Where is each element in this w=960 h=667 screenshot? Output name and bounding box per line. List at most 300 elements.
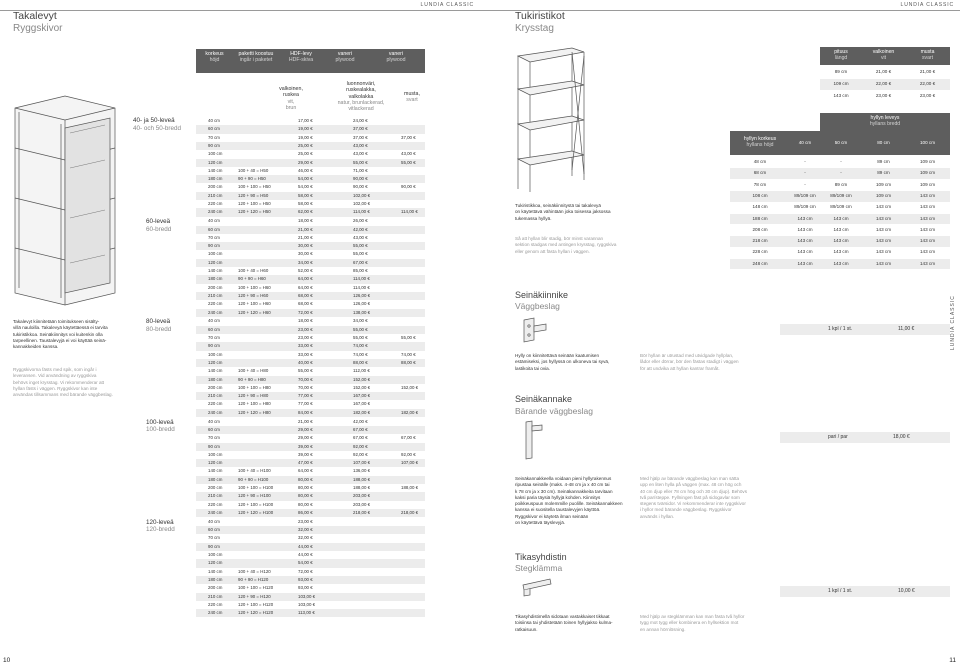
black-price-cell: 114,00 € — [401, 209, 418, 215]
hdf-price-cell: 29,00 € — [298, 435, 313, 441]
desc-line: Ryggskivorna fästs med spik, som ingår i — [13, 367, 97, 372]
plywood-price-cell: 74,00 € — [353, 351, 368, 357]
hdf-price-cell: 32,00 € — [298, 535, 313, 541]
hdf-price-cell: 21,00 € — [298, 234, 313, 240]
table-row — [196, 601, 425, 609]
wall-fastener-price-row — [780, 324, 950, 335]
height-cell: 40 cm — [208, 518, 220, 524]
brace-length-cell: 89/109 cm — [794, 204, 816, 210]
height-cell: 120 cm — [208, 560, 223, 566]
package-cell: 100 + 100 = H60 — [238, 284, 271, 290]
hdf-price-cell: 72,00 € — [298, 568, 313, 574]
height-cell: 60 cm — [208, 126, 220, 132]
hdf-price-cell: 62,00 € — [298, 209, 313, 215]
plywood-price-cell: 90,00 € — [353, 176, 368, 182]
black-price-cell: 55,00 € — [401, 335, 416, 340]
height-cell: 240 cm — [208, 309, 223, 315]
backboard-description-sv — [13, 367, 138, 398]
hdr-line: vit — [880, 55, 887, 61]
height-cell: 218 cm — [752, 238, 768, 244]
desc-line: stegens tvärsidor. Vi rekommenderar inte ryggskivor — [640, 501, 746, 507]
finish-line: vit, — [287, 98, 295, 105]
unit-label: 1 kpl / 1 st. — [828, 326, 853, 332]
height-cell: 180 cm — [208, 476, 223, 482]
plywood-price-cell: 34,00 € — [353, 318, 368, 324]
table-row — [196, 518, 425, 526]
black-price-cell: 188,00 € — [401, 485, 419, 490]
package-cell: 120 + 120 = H100 — [238, 509, 274, 515]
table-row — [730, 247, 950, 258]
desc-line: Ryggskivor ei käytetä ilman seinään — [515, 513, 589, 519]
table-row — [196, 551, 425, 559]
height-cell: 90 cm — [208, 543, 220, 549]
height-cell: 240 cm — [208, 409, 223, 415]
hdr-line: hyllans höjd — [746, 142, 774, 148]
hdr-line: ingår i paketet — [239, 57, 273, 64]
black-price-cell: 218,00 € — [401, 509, 419, 515]
height-cell: 100 cm — [208, 251, 223, 257]
brace-length-cell: 143 cm — [833, 260, 849, 266]
vertical-brand-label: LUNDIA CLASSIC — [950, 295, 956, 350]
table-row — [196, 476, 425, 484]
desc-line: eller genom att fästa hyllan i väggen. — [515, 248, 590, 254]
hdf-price-cell: 54,00 € — [298, 176, 313, 182]
height-cell: 70 cm — [208, 335, 220, 340]
finish-line: svart — [406, 97, 418, 104]
desc-line: i hyllor med bärande väggbeslag. Ryggskivor — [640, 507, 732, 513]
table-row — [730, 157, 950, 168]
plywood-price-cell: 107,00 € — [353, 460, 371, 466]
hdf-price-cell: 77,00 € — [298, 401, 313, 407]
desc-line: sektion stadgas med antingen krysstag, ryggskiva — [515, 242, 617, 248]
desc-line: k 78 cm ja x 30 cm). Seinäkannakkeita tarvitaan — [515, 488, 613, 494]
width-col: 40 cm — [798, 140, 812, 145]
height-cell: 140 cm — [208, 468, 223, 474]
height-cell: 210 cm — [208, 593, 223, 599]
hdr-line: HDF-levy — [290, 51, 312, 57]
desc-line: Seinäkannakkeella voidaan pieni hyllyrakennus — [515, 476, 612, 481]
plywood-price-cell: 55,00 € — [353, 159, 368, 165]
height-cell: 200 cm — [208, 485, 223, 490]
package-cell: 120 + 90 = H80 — [238, 393, 269, 399]
wall-fastener-icon — [520, 316, 550, 344]
plywood-price-cell: 67,00 € — [353, 426, 368, 432]
table-row — [196, 459, 425, 467]
table-row — [730, 202, 950, 213]
plywood-price-cell: 55,00 € — [353, 251, 368, 257]
desc-line: on käytettävä vähintään joka toisessa jaksossa — [515, 209, 611, 215]
brace-length-cell: 143 cm — [875, 249, 892, 255]
package-cell: 100 + 40 = H100 — [238, 468, 271, 474]
table-row — [196, 300, 425, 308]
hdf-price-cell: 103,00 € — [298, 593, 316, 599]
package-cell: 120 + 100 = H80 — [238, 401, 271, 407]
height-cell: 70 cm — [208, 435, 220, 441]
height-cell: 90 cm — [208, 443, 220, 449]
desc-line: on käytettävä täyslevyjä. — [515, 520, 566, 526]
height-cell: 100 cm — [208, 451, 223, 457]
height-cell: 60 cm — [208, 226, 220, 232]
plywood-price-cell: 90,00 € — [353, 184, 368, 190]
hdf-price-cell: 39,00 € — [298, 451, 313, 457]
ladder-clip-title-sv: Stegklämma — [515, 563, 563, 573]
table-row — [196, 443, 425, 451]
hdf-price-cell: 68,00 € — [298, 292, 313, 298]
group-label — [146, 419, 175, 434]
hdr-line: plywood — [386, 57, 406, 64]
table-row — [196, 334, 425, 342]
package-cell: 90 + 90 = H120 — [238, 576, 269, 582]
group-label-fi: 80-leveä — [146, 318, 171, 326]
table-row — [196, 117, 425, 125]
table-row — [196, 284, 425, 292]
height-cell: 40 cm — [208, 218, 220, 224]
finish-line: ruskea — [283, 92, 299, 99]
height-cell: 100 cm — [208, 151, 223, 157]
table-row — [730, 168, 950, 179]
table-row — [196, 568, 425, 576]
price-cell: 22,00 € — [875, 81, 892, 86]
brace-length-cell: - — [804, 170, 806, 176]
table-row — [196, 501, 425, 509]
width-col: 50 cm — [834, 140, 848, 145]
plywood-price-cell: 37,00 € — [353, 126, 368, 132]
plywood-price-cell: 188,00 € — [353, 476, 371, 482]
col-plywood-1 — [323, 49, 367, 73]
hdr-line: hyllyn leveys — [870, 115, 900, 121]
package-cell: 120 + 90 = H100 — [238, 493, 271, 499]
black-price-cell: 152,00 € — [401, 384, 419, 390]
table-row — [196, 351, 425, 359]
desc-line: en annan hörnlösning. — [640, 626, 686, 632]
page-title-sv: Ryggskivor — [13, 23, 63, 34]
plywood-price-cell: 167,00 € — [353, 401, 371, 407]
plywood-price-cell: 102,00 € — [353, 192, 371, 198]
hdf-price-cell: 58,00 € — [298, 201, 313, 206]
hdf-price-cell: 30,00 € — [298, 243, 313, 249]
plywood-price-cell: 88,00 € — [353, 359, 368, 365]
table-row — [730, 180, 950, 191]
height-cell: 240 cm — [208, 209, 223, 215]
price-cell: 21,00 € — [875, 69, 892, 74]
header-rule — [0, 10, 480, 11]
group-label-fi: 40- ja 50-leveä — [133, 117, 175, 124]
hdf-price-cell: 44,00 € — [298, 543, 313, 549]
plywood-price-cell: 55,00 € — [353, 243, 368, 249]
plywood-price-cell: 67,00 € — [353, 259, 368, 265]
brace-length-cell: 109 cm — [875, 181, 892, 187]
package-cell: 100 + 100 = H50 — [238, 184, 271, 190]
plywood-price-cell: 126,00 € — [353, 292, 371, 298]
unit-label: 1 kpl / 1 st. — [828, 588, 853, 594]
brace-length-cell: 143 cm — [919, 238, 936, 244]
group-label-fi: 100-leveä — [146, 418, 174, 426]
table-row — [196, 150, 425, 158]
black-price-cell: 90,00 € — [401, 184, 416, 190]
backboard-description-fi — [13, 319, 138, 350]
wall-bracket-title-fi: Seinäkannake — [515, 394, 573, 404]
hdf-price-cell: 55,00 € — [298, 368, 313, 374]
plywood-price-cell: 218,00 € — [353, 509, 371, 515]
page-title-fi: Tukiristikot — [515, 10, 565, 22]
wall-bracket-price-row — [780, 432, 950, 443]
hdf-price-cell: 19,00 € — [298, 134, 313, 140]
table-row — [196, 418, 425, 426]
desc-line: Tukiristikkoa, seinäkiinnitystä tai takalevyä — [515, 203, 601, 208]
hdr-line: korkeus — [205, 51, 224, 57]
plywood-price-cell: 43,00 € — [353, 234, 368, 240]
desc-line: Hylly on kiinnitettävä seinään kaatumisen — [515, 353, 600, 358]
hdf-price-cell: 34,00 € — [298, 259, 313, 265]
table-row — [730, 214, 950, 225]
group-label-sv: 60-bredd — [146, 225, 172, 233]
plywood-price-cell: 42,00 € — [353, 418, 368, 424]
table-row — [196, 543, 425, 551]
package-cell: 100 + 40 = H60 — [238, 268, 269, 273]
hdf-price-cell: 72,00 € — [298, 309, 313, 315]
table-row — [196, 559, 425, 567]
package-cell: 100 + 40 = H50 — [238, 167, 269, 173]
table-row — [196, 242, 425, 250]
brace-length-cell: - — [840, 170, 842, 176]
table-row — [196, 183, 425, 191]
ladder-clip-title-fi: Tikasyhdistin — [515, 552, 567, 562]
plywood-price-cell: 152,00 € — [353, 384, 371, 390]
package-cell: 100 + 40 = H80 — [238, 368, 269, 374]
hdr-line: paketti koostuu — [238, 51, 274, 57]
package-cell: 120 + 90 = H120 — [238, 593, 271, 599]
width-col: 100 cm — [919, 140, 936, 145]
hdf-price-cell: 93,00 € — [298, 576, 313, 582]
height-cell: 120 cm — [208, 159, 223, 165]
finish-line: luonnonväri, — [346, 81, 376, 87]
table-row — [196, 484, 425, 492]
brace-length-cell: 109 cm — [919, 170, 936, 176]
length-cell: 143 cm — [833, 93, 849, 98]
height-cell: 200 cm — [208, 384, 223, 390]
hdf-price-cell: 103,00 € — [298, 601, 316, 607]
height-cell: 200 cm — [208, 184, 223, 190]
hdf-price-cell: 33,00 € — [298, 351, 313, 357]
group-label-fi: 60-leveä — [146, 218, 171, 226]
table-row — [196, 175, 425, 183]
height-cell: 90 cm — [208, 243, 220, 249]
brand-label: LUNDIA CLASSIC — [900, 2, 954, 8]
height-cell: 70 cm — [208, 134, 220, 140]
wall-fastener-description-fi — [515, 353, 635, 372]
group-label-sv: 80-bredd — [146, 325, 172, 333]
table-row — [196, 234, 425, 242]
brace-length-cell: - — [804, 159, 806, 164]
finish-line: ruskealakka, — [346, 87, 376, 94]
table-row — [820, 91, 950, 102]
price-cell: 22,00 € — [919, 81, 936, 86]
brace-length-cell: 143 cm — [797, 249, 813, 255]
table-row — [730, 236, 950, 247]
table-row — [196, 250, 425, 258]
black-price-cell: 43,00 € — [401, 151, 416, 157]
height-cell: 210 cm — [208, 493, 223, 499]
package-cell: 90 + 90 = H80 — [238, 376, 266, 382]
height-cell: 220 cm — [208, 501, 223, 507]
finish-line: brun — [285, 104, 297, 111]
black-price-cell: 67,00 € — [401, 435, 416, 441]
height-cell: 90 cm — [208, 142, 220, 148]
ladder-clip-icon — [520, 577, 554, 599]
height-cell: 40 cm — [208, 118, 220, 123]
length-cell: 109 cm — [833, 81, 849, 86]
brace-length-cell: 143 cm — [919, 192, 936, 198]
height-cell: 60 cm — [208, 527, 220, 533]
hdf-price-cell: 64,00 € — [298, 468, 313, 474]
cross-brace-shelf-illustration — [510, 44, 590, 194]
col-length — [820, 47, 862, 65]
height-cell: 228 cm — [752, 249, 768, 255]
hdr-line: vaneri — [337, 51, 353, 57]
table-row — [196, 426, 425, 434]
hdr-line: pituus — [834, 49, 848, 55]
height-cell: 120 cm — [208, 359, 223, 365]
hdr-line: längd — [834, 55, 848, 61]
package-cell: 120 + 100 = H120 — [238, 601, 274, 607]
plywood-price-cell: 92,00 € — [353, 451, 368, 457]
unit-label: pari / par — [828, 434, 848, 440]
hdf-price-cell: 18,00 € — [298, 318, 313, 324]
table-row — [196, 467, 425, 475]
brace-length-cell: 89/109 cm — [830, 204, 852, 210]
desc-line: poikkeuspuun molemmille puolille. Seinäkannakkeen — [515, 501, 623, 507]
desc-line: ratkaisuun. — [515, 626, 538, 632]
wall-bracket-description-sv — [640, 476, 765, 520]
hdr-line: vaneri — [388, 51, 404, 57]
hdf-price-cell: 30,00 € — [298, 251, 313, 257]
height-cell: 180 cm — [208, 276, 223, 282]
price-value: 10,00 € — [898, 588, 915, 594]
group-label-fi: 120-leveä — [146, 518, 174, 526]
height-cell: 180 cm — [208, 576, 223, 582]
hdf-price-cell: 46,00 € — [298, 167, 313, 173]
brace-length-cell: 143 cm — [875, 204, 892, 210]
hdr-line: höjd — [209, 57, 220, 64]
black-price-cell: 107,00 € — [401, 460, 419, 466]
height-cell: 120 cm — [208, 460, 223, 466]
height-cell: 240 cm — [208, 610, 223, 616]
plywood-price-cell: 188,00 € — [353, 485, 371, 490]
table-row — [196, 200, 425, 208]
package-cell: 90 + 90 = H100 — [238, 476, 269, 482]
table-row — [196, 259, 425, 267]
brace-length-cell: 143 cm — [833, 226, 849, 232]
height-cell: 120 cm — [208, 259, 223, 265]
desc-line: används i hyllan. — [640, 513, 675, 519]
hdf-price-cell: 80,00 € — [298, 485, 313, 490]
brace-length-cell: 143 cm — [875, 238, 892, 244]
table-row — [196, 342, 425, 350]
brace-length-cell: 143 cm — [833, 238, 849, 244]
plywood-price-cell: 74,00 € — [353, 343, 368, 349]
finish-head-natural — [333, 81, 389, 112]
brace-length-cell: 143 cm — [919, 204, 936, 210]
plywood-price-cell: 114,00 € — [353, 209, 370, 215]
hdf-price-cell: 32,00 € — [298, 527, 313, 533]
brace-length-cell: - — [804, 181, 806, 187]
package-cell: 90 + 90 = H50 — [238, 176, 266, 182]
brace-length-cell: 143 cm — [919, 260, 936, 266]
hdf-price-cell: 70,00 € — [298, 376, 313, 382]
table-row — [196, 226, 425, 234]
plywood-price-cell: 24,00 € — [353, 118, 368, 123]
col-black — [905, 47, 950, 65]
table-row — [196, 400, 425, 408]
price-cell: 21,00 € — [919, 69, 936, 74]
desc-line: tukiristikkoa. Seinäkiinnitys voi kuitenkin olla — [13, 331, 103, 337]
table-row — [196, 367, 425, 375]
hdf-price-cell: 84,00 € — [298, 409, 313, 415]
desc-line: Så att hyllan blir stadig, bör minst varannan — [515, 236, 604, 241]
height-cell: 220 cm — [208, 601, 223, 607]
finish-head-black — [395, 91, 429, 104]
wall-fastener-description-sv — [640, 353, 765, 372]
desc-line: leveransen. Vid användning av ryggskiva — [13, 373, 97, 379]
desc-line: användas tillsammans med bärande väggbeslag. — [13, 392, 113, 398]
width-col: 80 cm — [877, 140, 890, 145]
desc-line: två par/steppe. Fyllningen fäst på sidogavlar som — [640, 494, 740, 500]
table-row — [196, 134, 425, 142]
plywood-price-cell: 85,00 € — [353, 268, 368, 273]
hdr-line: plywood — [335, 57, 355, 64]
plywood-price-cell: 112,00 € — [353, 368, 370, 374]
height-cell: 140 cm — [208, 268, 223, 273]
brace-length-cell: 143 cm — [919, 226, 936, 232]
hdf-price-cell: 77,00 € — [298, 393, 313, 399]
table-row — [196, 593, 425, 601]
height-cell: 70 cm — [208, 234, 220, 240]
table-row — [196, 509, 425, 517]
table-row — [196, 526, 425, 534]
finish-line: musta, — [404, 91, 420, 97]
brace-length-cell: 143 cm — [875, 260, 892, 266]
height-cell: 100 cm — [208, 552, 223, 557]
wall-bracket-icon — [520, 420, 546, 460]
brace-length-cell: 143 cm — [875, 226, 892, 232]
finish-line: vitlackerad — [348, 106, 374, 113]
brand-label: LUNDIA CLASSIC — [420, 2, 474, 8]
plywood-price-cell: 203,00 € — [353, 501, 371, 507]
brace-length-cell: 143 cm — [919, 249, 936, 255]
height-cell: 108 cm — [752, 192, 768, 198]
desc-line: hyllan fästs i väggen. Ryggskivor kan inte — [13, 385, 98, 391]
brace-length-cell: 143 cm — [797, 260, 813, 266]
col-package — [233, 49, 279, 73]
plywood-price-cell: 102,00 € — [353, 201, 371, 206]
table-row — [196, 584, 425, 592]
hdf-price-cell: 39,00 € — [298, 443, 313, 449]
black-price-cell: 92,00 € — [401, 451, 416, 457]
brace-length-cell: 89 cm — [834, 181, 848, 187]
height-cell: 70 cm — [208, 535, 220, 541]
table-row — [196, 208, 425, 216]
brace-length-cell: 143 cm — [797, 226, 813, 232]
desc-line: upp en liten hylla på väggen (max. 48 cm hög och — [640, 482, 742, 488]
page-number: 10 — [3, 657, 11, 664]
hdf-price-cell: 70,00 € — [298, 384, 313, 390]
black-price-cell: 55,00 € — [401, 159, 416, 165]
height-cell: 240 cm — [208, 509, 223, 515]
hdf-price-cell: 93,00 € — [298, 585, 313, 591]
finish-line: valkolakka — [348, 93, 374, 100]
page-title-fi: Takalevyt — [13, 10, 57, 22]
table-row — [196, 576, 425, 584]
